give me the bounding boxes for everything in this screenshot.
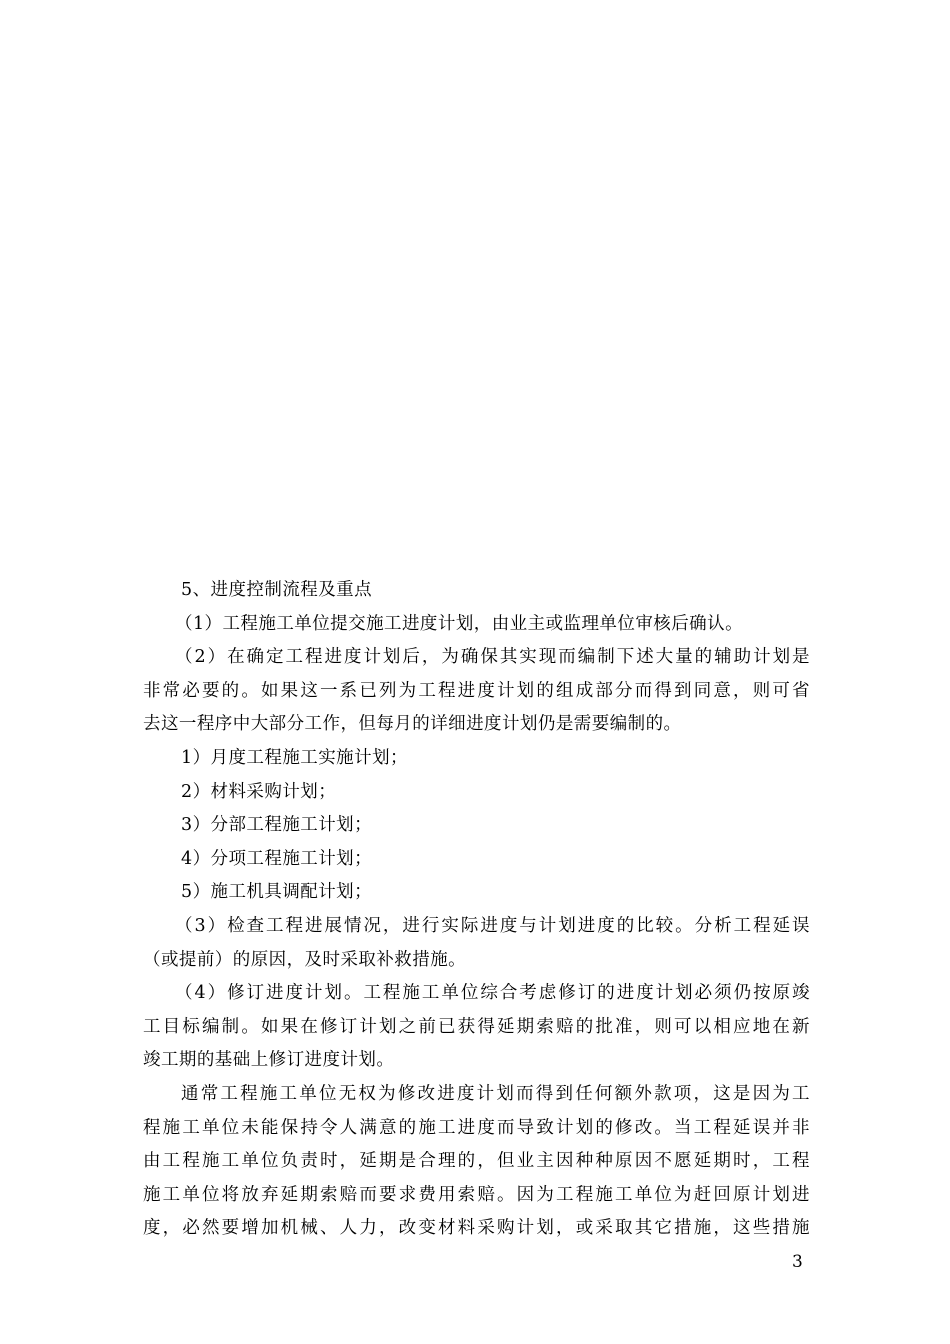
text-line: 度，必然要增加机械、人力，改变材料采购计划，或采取其它措施，这些措施 xyxy=(143,1218,810,1239)
sub-item-3 xyxy=(143,809,810,843)
paragraph-body xyxy=(143,1078,810,1246)
text-line: 由工程施工单位负责时，延期是合理的，但业主因种种原因不愿延期时，工程 xyxy=(143,1151,810,1172)
paragraph-item-3 xyxy=(143,910,810,977)
text-line: 竣工期的基础上修订进度计划。 xyxy=(143,1050,395,1071)
sub-item-1 xyxy=(143,742,810,776)
text-line: （2）在确定工程进度计划后，为确保其实现而编制下述大量的辅助计划是 xyxy=(175,647,810,668)
page-number: 3 xyxy=(792,1252,803,1272)
section-heading xyxy=(143,574,810,608)
text-line: 1）月度工程施工实施计划； xyxy=(181,747,408,768)
text-line: （或提前）的原因，及时采取补救措施。 xyxy=(143,949,467,970)
text-line: 去这一程序中大部分工作，但每月的详细进度计划仍是需要编制的。 xyxy=(143,714,682,735)
text-line: 通常工程施工单位无权为修改进度计划而得到任何额外款项，这是因为工 xyxy=(181,1083,810,1104)
text-line: 程施工单位未能保持令人满意的施工进度而导致计划的修改。当工程延误并非 xyxy=(143,1117,810,1138)
text-line: 4）分项工程施工计划； xyxy=(181,848,373,869)
paragraph-item-1 xyxy=(143,608,810,642)
text-line: 5）施工机具调配计划； xyxy=(181,882,373,903)
text-line: 3）分部工程施工计划； xyxy=(181,815,373,836)
text-line: 非常必要的。如果这一系已列为工程进度计划的组成部分而得到同意，则可省 xyxy=(143,680,810,701)
text-line: 2）材料采购计划； xyxy=(181,781,337,802)
sub-item-4 xyxy=(143,843,810,877)
paragraph-item-2 xyxy=(143,641,810,742)
text-line: 5、进度控制流程及重点 xyxy=(181,580,373,600)
sub-item-2 xyxy=(143,776,810,810)
paragraph-item-4 xyxy=(143,977,810,1078)
text-line: （4）修订进度计划。工程施工单位综合考虑修订的进度计划必须仍按原竣 xyxy=(175,983,810,1004)
text-line: 施工单位将放弃延期索赔而要求费用索赔。因为工程施工单位为赶回原计划进 xyxy=(143,1184,810,1205)
text-line: （3）检查工程进展情况，进行实际进度与计划进度的比较。分析工程延误 xyxy=(175,915,810,936)
text-line: 工目标编制。如果在修订计划之前已获得延期索赔的批准，则可以相应地在新 xyxy=(143,1016,810,1037)
document-body xyxy=(143,574,810,1246)
text-line: （1）工程施工单位提交施工进度计划，由业主或监理单位审核后确认。 xyxy=(175,613,744,634)
sub-item-5 xyxy=(143,876,810,910)
